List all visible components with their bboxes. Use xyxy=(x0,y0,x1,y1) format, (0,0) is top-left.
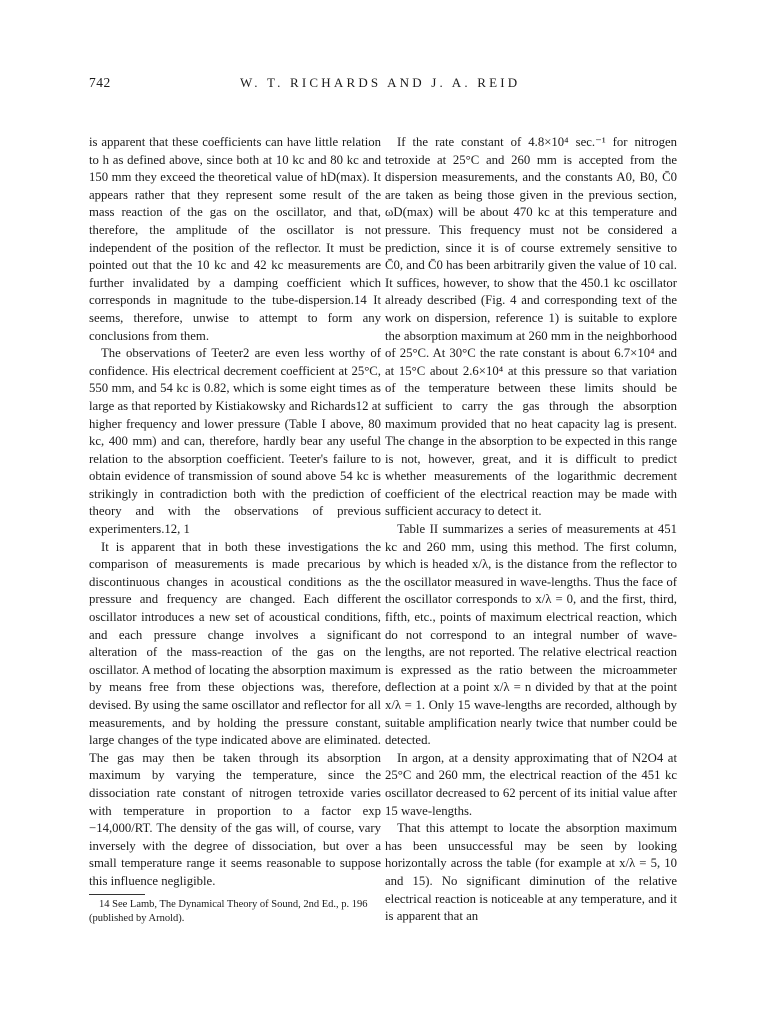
footnote-rule xyxy=(89,894,145,895)
left-paragraph-2: The observations of Teeter2 are even less worthy of confidence. His electrical decrement coefficient at 25°C, 550 mm, and 54 kc is 0.82, which is some eight times as large as that reported by Kistiakowsky and Richards12 at higher frequency and lower pressure (Table I above, 80 kc, 400 mm) and can, therefore, hardly bear any useful relation to the absorption coefficient. Teeter's failure to obtain evidence of transmission of sound above 54 kc is strikingly in contradiction both with the prediction of theory and with the observations of previous experimenters.12, 1 xyxy=(89,346,381,537)
footnote-14: 14 See Lamb, The Dynamical Theory of Sound, 2nd Ed., p. 196 (published by Arnold). xyxy=(89,898,368,924)
left-paragraph-1: is apparent that these coefficients can have little relation to h as defined above, since both at 10 kc and 80 kc and 150 mm they exceed the theoretical value of hD(max). It appears rather that they represent some result of the mass reaction of the gas on the oscillator, and that, therefore, the amplitude of the oscillator is not independent of the position of the reflector. It must be pointed out that the 10 kc and 42 kc measurements are further invalidated by a damping coefficient which corresponds in magnitude to the tube-dispersion.14 It seems, therefore, unwise to attempt to form any conclusions from them. xyxy=(89,135,381,343)
right-paragraph-3: In argon, at a density approximating that of N2O4 at 25°C and 260 mm, the electrical reaction of the 451 kc oscillator decreased to 62 percent of its initial value after 15 wave-lengths. xyxy=(385,750,677,818)
right-column xyxy=(385,134,677,926)
running-head: W. T. RICHARDS AND J. A. REID xyxy=(240,75,521,90)
right-paragraph-2: Table II summarizes a series of measurements at 451 kc and 260 mm, using this method. The first column, which is headed x/λ, is the distance from the reflector to the oscillator measured in wave-lengths. Thus the face of the oscillator corresponds to x/λ = 0, and the first, third, fifth, etc., points of maximum electrical reaction, which do not correspond to an integral number of wave-lengths, are not reported. The relative electrical reaction is expressed as the ratio between the microammeter deflection at a point x/λ = n divided by that at the point x/λ = 1. Only 15 wave-lengths are recorded, although by suitable amplification nearly twice that number could be detected. xyxy=(385,522,677,748)
left-paragraph-3: It is apparent that in both these investigations the comparison of measurements is made precarious by discontinuous changes in acoustical conditions as the pressure and frequency are changed. Each different oscillator introduces a new set of acoustical conditions, and each pressure change involves a significant alteration of the mass-reaction of the gas on the oscillator. A method of locating the absorption maximum by means free from these objections was, therefore, devised. By using the same oscillator and reflector for all measurements, and by holding the pressure constant, large changes of the type indicated above are eliminated. The gas may then be taken through its absorption maximum by varying the temperature, since the dissociation rate constant of nitrogen tetroxide varies with temperature in proportion to a factor exp −14,000/RT. The density of the gas will, of course, vary inversely with the degree of dissociation, but over a small temperature range it seems reasonable to suppose this influence negligible. xyxy=(89,539,381,888)
left-column xyxy=(89,134,381,926)
page-number: 742 xyxy=(89,75,111,90)
footnote xyxy=(89,898,381,926)
right-paragraph-4: That this attempt to locate the absorption maximum has been unsuccessful may be seen by looking horizontally across the table (for example at x/λ = 5, 10 and 15). No significant diminution of the relative electrical reaction is noticeable at any temperature, and it is apparent that an xyxy=(385,821,677,924)
right-paragraph-1: If the rate constant of 4.8×10⁴ sec.⁻¹ for nitrogen tetroxide at 25°C and 260 mm is accepted from the dispersion measurements, and the constants A0, B0, C̄0 are taken as being those given in the previous section, ωD(max) will be about 470 kc at this temperature and pressure. This frequency must not be considered a prediction, since it is of course extremely sensitive to C̄0, and C̄0 has been arbitrarily given the value of 10 cal. It suffices, however, to show that the 450.1 kc oscillator already described (Fig. 4 and corresponding text of the work on dispersion, reference 1) is suitable to explore the absorption maximum at 260 mm in the neighborhood of 25°C. At 30°C the rate constant is about 6.7×10⁴ and at 15°C about 2.6×10⁴ at this pressure so that variation of the temperature between these limits should be sufficient to carry the gas through the absorption maximum provided that no heat capacity lag is present. The change in the absorption to be expected in this range is not, however, great, and it is difficult to predict whether measurements of the logarithmic decrement coefficient of the electrical reaction may be made with sufficient accuracy to detect it. xyxy=(385,135,677,519)
page-header xyxy=(0,75,768,95)
